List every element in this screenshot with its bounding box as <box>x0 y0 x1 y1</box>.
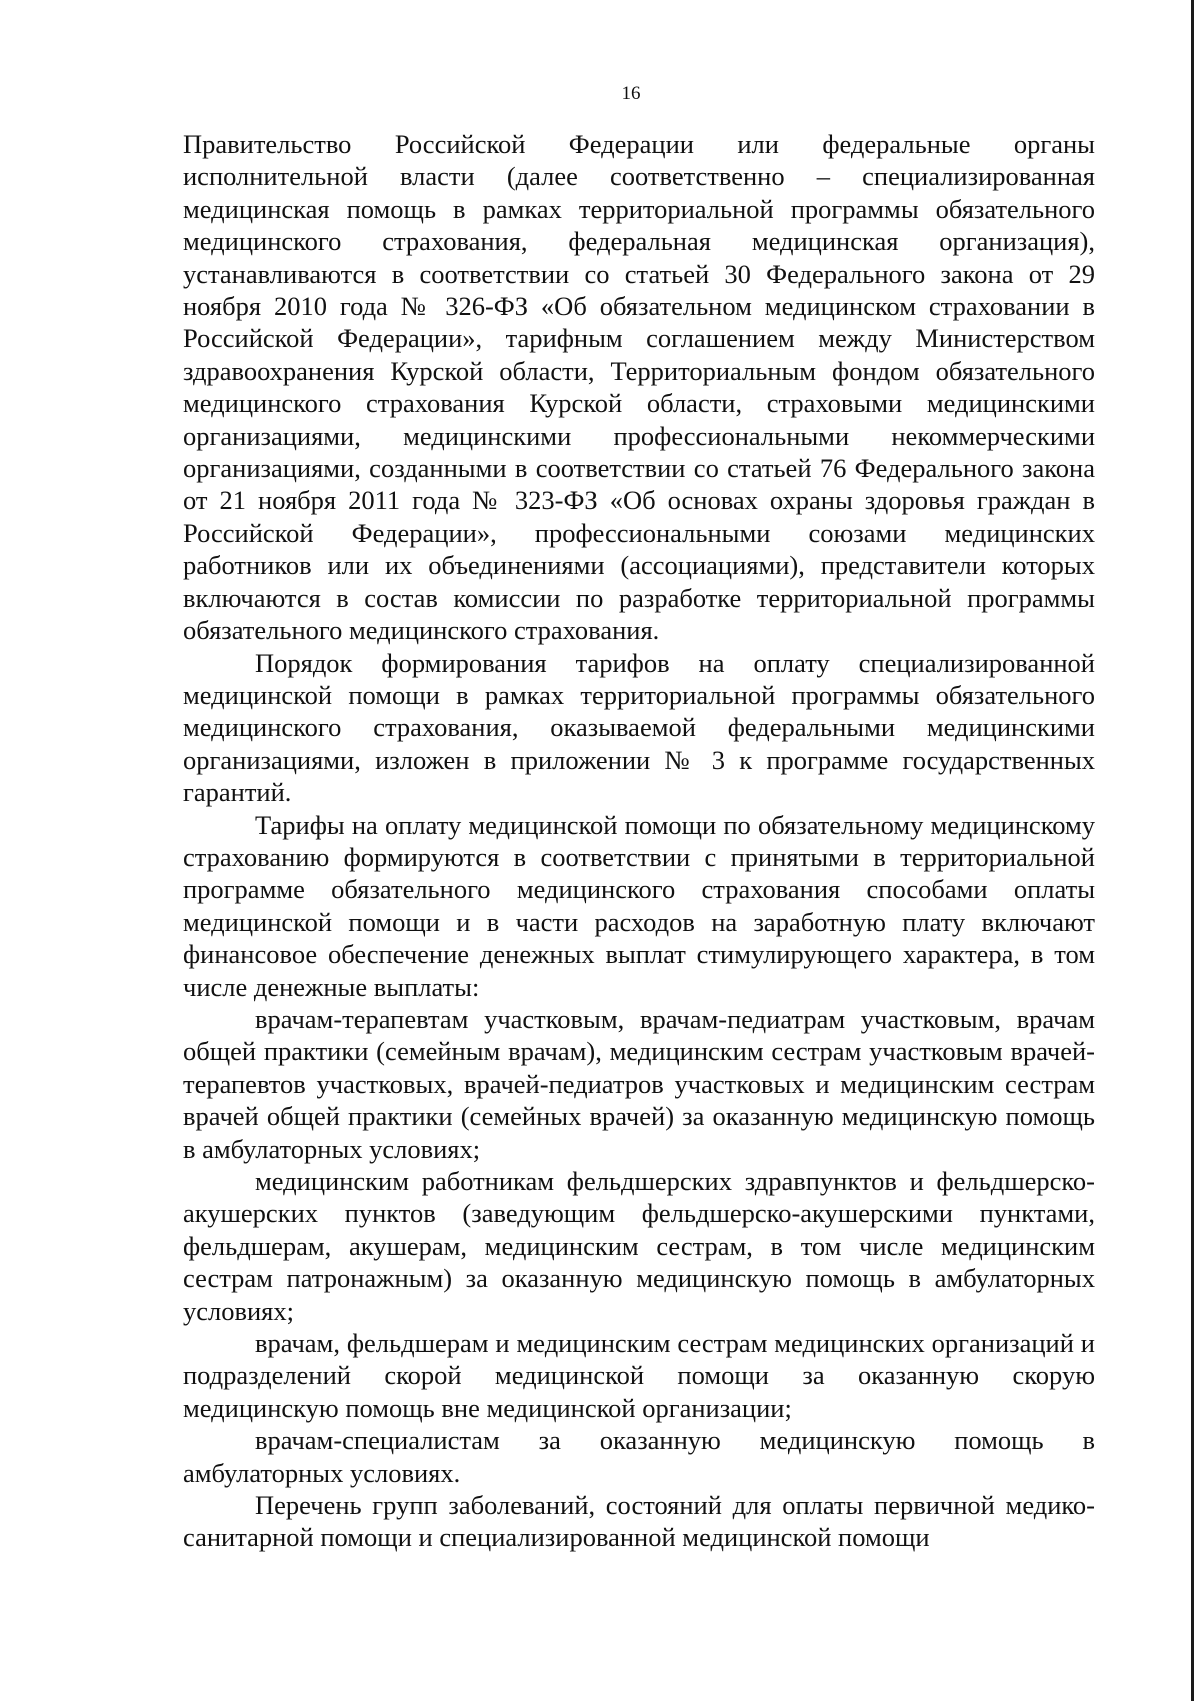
list-item-3: врачам, фельдшерам и медицинским сестрам медицинских организаций и подразделений скорой медицинской помощи за оказанную скорую медицинскую помощь вне медицинской организации; <box>183 1328 1095 1423</box>
paragraph-2: Порядок формирования тарифов на оплату специализированной медицинской помощи в рамках территориальной программы обязательного медицинского страхования, оказываемой федеральными медицинскими организациями, изложен в приложении № 3 к программе государственных гарантий. <box>183 647 1095 808</box>
page-number: 16 <box>621 83 641 104</box>
body-text <box>183 128 1095 1554</box>
scan-edge-line <box>1191 0 1194 1701</box>
list-item-1: врачам-терапевтам участковым, врачам-педиатрам участковым, врачам общей практики (семейным врачам), медицинским сестрам участковым врачей-терапевтов участковых, врачей-педиатров участковых и медицинским сестрам врачей общей практики (семейных врачей) за оказанную медицинскую помощь в амбулаторных условиях; <box>183 1003 1095 1164</box>
paragraph-4: Перечень групп заболеваний, состояний для оплаты первичной медико-санитарной помощи и специализированной медицинской помощи <box>183 1490 1095 1553</box>
list-item-2: медицинским работникам фельдшерских здравпунктов и фельдшерско-акушерских пунктов (заведующим фельдшерско-акушерскими пунктами, фельдшерам, акушерам, медицинским сестрам, в том числе медицинским сестрам патронажным) за оказанную медицинскую помощь в амбулаторных условиях; <box>183 1166 1095 1326</box>
list-item-4: врачам-специалистам за оказанную медицинскую помощь в амбулаторных условиях. <box>183 1425 1095 1488</box>
paragraph-1: Правительство Российской Федерации или федеральные органы исполнительной власти (далее соответственно – специализированная медицинская помощь в рамках территориальной программы обязательного медицинского страхования, федеральная медицинская организация), устанавливаются в соответствии со статьей 30 Федерального закона от 29 ноября 2010 года № 326-ФЗ «Об обязательном медицинском страховании в Российской Федерации», тарифным соглашением между Министерством здравоохранения Курской области, Территориальным фондом обязательного медицинского страхования Курской области, страховыми медицинскими организациями, медицинскими профессиональными некоммерческими организациями, созданными в соответствии со статьей 76 Федерального закона от 21 ноября 2011 года № 323-ФЗ «Об основах охраны здоровья граждан в Российской Федерации», профессиональными союзами медицинских работников или их объединениями (ассоциациями), представители которых включаются в состав комиссии по разработке территориальной программы обязательного медицинского страхования. <box>183 129 1095 646</box>
paragraph-3: Тарифы на оплату медицинской помощи по обязательному медицинскому страхованию формируются в соответствии с принятыми в территориальной программе обязательного медицинского страхования способами оплаты медицинской помощи и в части расходов на заработную плату включают финансовое обеспечение денежных выплат стимулирующего характера, в том числе денежные выплаты: <box>183 809 1095 1002</box>
